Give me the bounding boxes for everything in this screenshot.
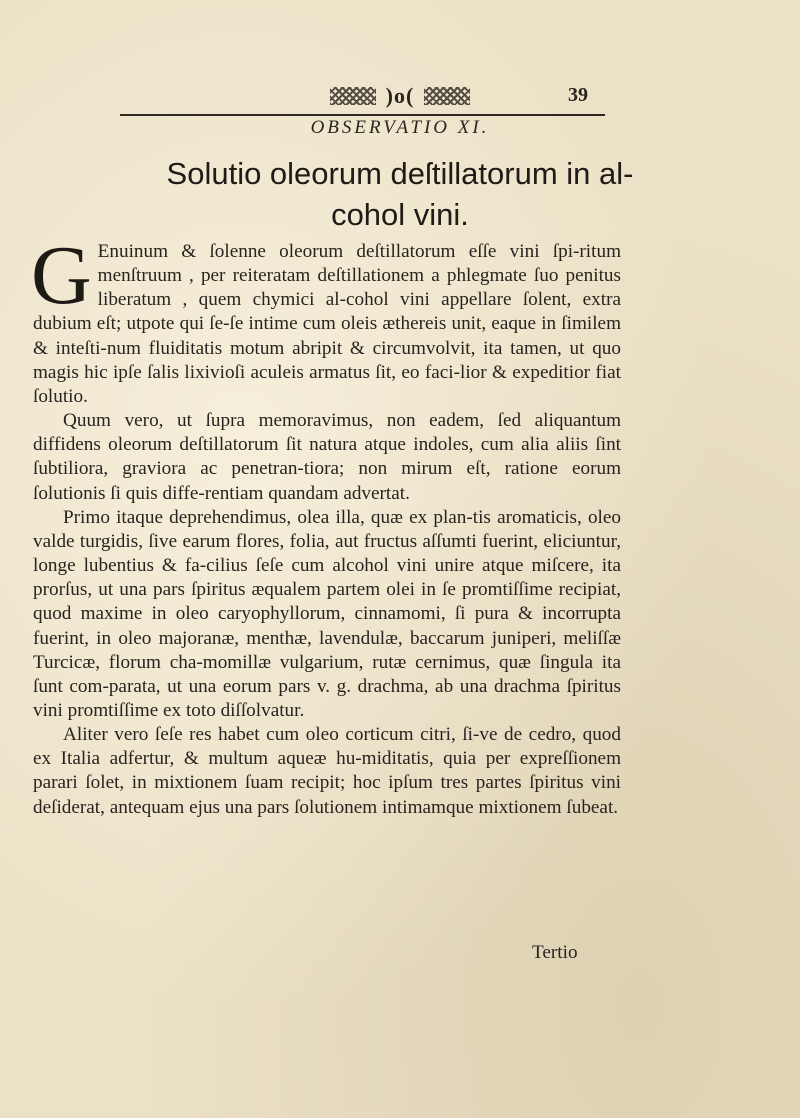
ornament-left-icon [330, 87, 376, 105]
paragraph-4: Aliter vero ſeſe res habet cum oleo corticum citri, ſi-ve de cedro, quod ex Italia adfertur, & multum aqueæ hu-miditatis, quia per expreſſionem parari ſolet, in mixtionem ſuam recipit; hoc ipſum tres partes ſpiritus vini deſiderat, antequam ejus una pars ſolutionem intimamque mixtionem ſubeat. [33, 724, 621, 818]
running-head-mark: )o( [385, 83, 415, 108]
ornament-right-icon [424, 87, 470, 105]
chapter-title-line-2: cohol vini. [331, 197, 469, 232]
catchword: Tertio [532, 942, 578, 963]
paragraph-3: Primo itaque deprehendimus, olea illa, quæ ex plan-tis aromaticis, oleo valde turgidis, ſive earum flores, folia, aut fructus aſſumti fuerint, eliciuntur, longe lubentius & fa-cilius ſeſe cum alcohol vini unire atque miſcere, ita prorſus, ut una pars ſpiritus æqualem partem olei in ſe promtiſſime recipiat, quod maxime in oleo caryophyllorum, cinnamomi, ſi pura & incorrupta fuerint, in oleo majoranæ, menthæ, lavendulæ, baccarum juniperi, meliſſæ Turcicæ, florum cha-momillæ vulgarium, rutæ cernimus, quæ ſingula ita ſunt com-parata, ut una eorum pars v. g. drachma, ab una drachma ſpiritus vini promtiſſime ex toto diſſolvatur. [33, 506, 621, 721]
chapter-title [40, 153, 760, 235]
body-text [31, 229, 621, 820]
page-number: 39 [568, 84, 588, 106]
chapter-title-line-1: Solutio oleorum deſtillatorum in al- [166, 156, 634, 191]
paragraph-1 [31, 229, 621, 409]
observation-title: OBSERVATIO XI. [310, 117, 490, 138]
drop-cap: G [31, 229, 92, 322]
header-rule [120, 114, 605, 116]
running-head [205, 82, 595, 110]
paragraph-2: Quum vero, ut ſupra memoravimus, non eadem, ſed aliquantum diffidens oleorum deſtillatorum ſit natura atque indoles, cum alia aliis ſint ſubtiliora, graviora ac penetran-tiora; non mirum eſt, ratione eorum ſolutionis ſi quis diffe-rentiam quandam advertat. [33, 410, 621, 504]
paragraph-1-text: Enuinum & ſolenne oleorum deſtillatorum eſſe vini ſpi-ritum menſtruum , per reiteratam deſtillationem a phlegmate ſuo penitus liberatum , quem chymici al-cohol vini appellare ſolent, extra dubium eſt; utpote qui ſe-ſe intime cum oleis æthereis unit, eaque in ſimilem & inteſti-num fluiditatis motum abripit & circumvolvit, ita tamen, ut quo magis hic ipſe ſalis lixivioſi aculeis armatus ſit, eo faci-lior & expeditior fiat ſolutio. [33, 241, 621, 407]
